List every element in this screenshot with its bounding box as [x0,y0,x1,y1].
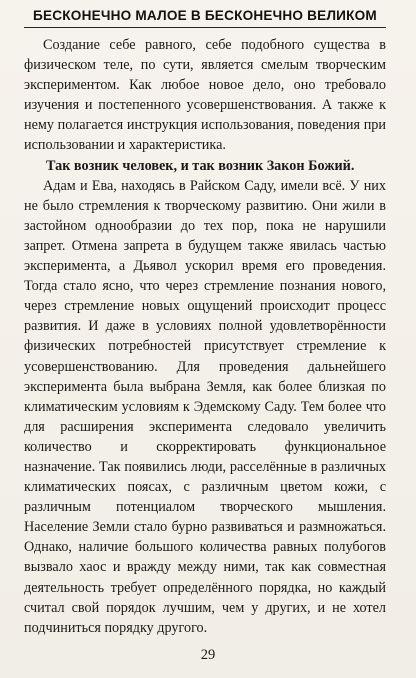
running-header [24,6,386,28]
paragraph-flood [24,638,386,640]
paragraph-adam-and-eve: Адам и Ева, находясь в Райском Саду, имели всё. У них не было стремления к творческому развитию. Они жили в застойном однообразии до тех пор, пока не нарушили запрет. Отмена запрета в будущем также явилась частью эксперимента, а Дьявол ускорил время его проведения. Тогда стало ясно, что через стремление познания нового, через стремление новых ощущений происходит процесс развития. И даже в условиях полной удовлетворённости физических потребностей присутствует стремление к усовершенствованию. Для проведения дальнейшего эксперимента была выбрана Земля, как более близкая по климатическим условиям к Эдемскому Саду. Тем более что для расширения эксперимента следовало увеличить количество и скорректировать функциональное назначение. Так появились люди, расселённые в различных климатических поясах, с различным цветом кожи, с различным потенциалом творческого мышления. Население Земли стало бурно развиваться и размножаться. Однако, наличие большого количества равных полубогов вызвало хаос и вражду между ними, так как совместная деятельность требует определённого порядка, но каждый считал свой порядок лучшим, чем у других, и не хотел подчиниться порядку другого. [24,177,386,636]
page-number: 29 [200,647,216,663]
section-subheading: Так возник человек, и так возник Закон Божий. [46,157,355,174]
paragraph-intro: Создание себе равного, себе подобного существа в физическом теле, по сути, является смелым творческим экспериментом. Как любое новое дело, оно требовало изучения и постепенного усовершенствования. А также к нему полагается инструкция использования, поведения при использовании и характеристика. [24,37,386,154]
page-body [24,35,386,640]
running-header-title: БЕСКОНЕЧНО МАЛОЕ В БЕСКОНЕЧНО ВЕЛИКОМ [33,8,377,23]
